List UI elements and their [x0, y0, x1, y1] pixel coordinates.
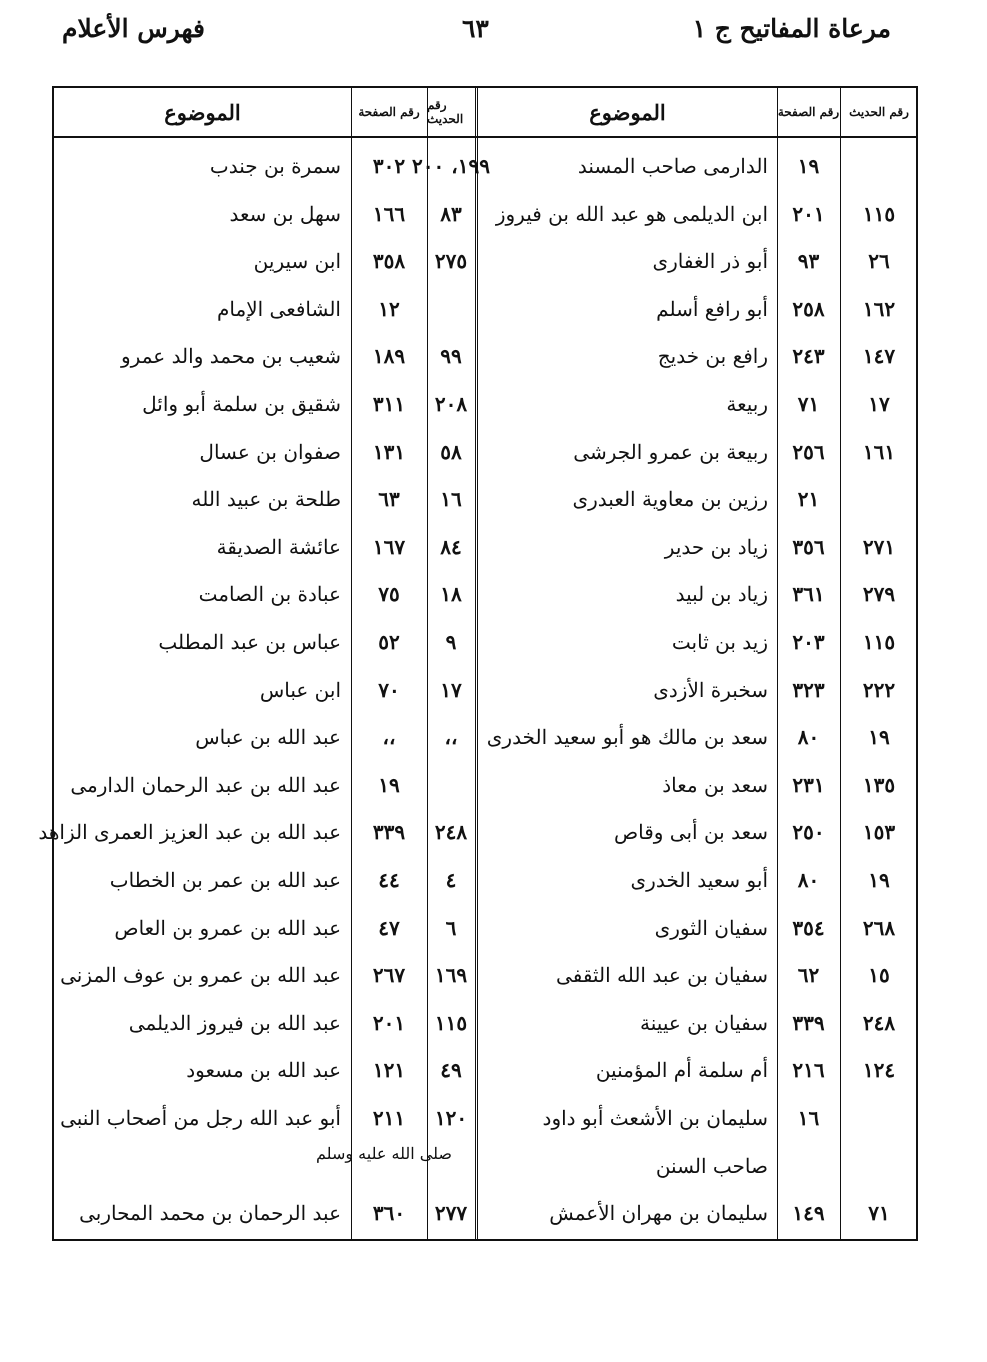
- right-topic-cell: أبو ذر الغفارى: [652, 249, 768, 274]
- left-index-row: [54, 237, 916, 285]
- header-page-no-left: رقم الصفحة: [358, 105, 420, 119]
- right-topic-cell: سعد بن مالك هو أبو سعيد الخدرى: [486, 725, 768, 750]
- right-hadith-no-cell: ١٦٢: [862, 296, 896, 321]
- right-topic-cell: سليمان بن مهران الأعمش: [549, 1201, 768, 1226]
- left-index-row: [54, 475, 916, 523]
- right-page-no-cell: ١٩: [797, 154, 820, 178]
- left-page-no-cell: ١٢: [378, 296, 400, 321]
- left-topic-cell: عبد الله بن فيروز الديلمى: [128, 1010, 341, 1035]
- left-topic-cell: [54, 1142, 347, 1190]
- left-hadith-no-cell: ١٦٩: [434, 963, 468, 988]
- right-page-no-cell: ١٤٩: [792, 1201, 825, 1226]
- left-page-no-cell: ٥٢: [378, 630, 400, 654]
- left-page-no-cell: ١٩: [378, 772, 400, 797]
- right-hadith-no-cell: ٢٧٩: [862, 582, 896, 607]
- right-page-no-cell: ٨٠: [797, 725, 820, 750]
- right-page-no-cell: ٢٠١: [792, 201, 825, 226]
- honorific-seal-glyph: صلى الله عليه وسلم: [316, 1144, 452, 1163]
- left-page-no-cell: ٤٧: [378, 915, 400, 940]
- right-topic-cell: سخبرة الأزدى: [653, 677, 768, 702]
- left-topic-cell: عبد الله بن عمر بن الخطاب: [109, 868, 341, 892]
- page-number: ٦٣: [462, 14, 489, 43]
- right-topic-cell: سعد بن معاذ: [662, 772, 768, 797]
- left-index-row: [54, 904, 916, 952]
- left-hadith-no-cell: ٩: [445, 630, 457, 654]
- left-hadith-no-cell: ١٨: [440, 582, 462, 607]
- left-page-no-cell: ٦٣: [378, 487, 400, 512]
- left-topic-cell: أبو عبد الله رجل من أصحاب النبى: [60, 1106, 341, 1130]
- right-hadith-no-cell: ١٩: [868, 725, 890, 750]
- left-hadith-no-cell: ٢٧٧: [434, 1201, 468, 1226]
- left-index-row: [54, 285, 916, 333]
- right-hadith-no-cell: ١٥: [868, 963, 890, 988]
- right-topic-cell: ابن الديلمى هو عبد الله بن فيروز: [495, 201, 768, 226]
- right-page-no-cell: ١٦: [797, 1106, 820, 1130]
- left-page-no-cell: ٣١١: [372, 392, 406, 416]
- left-index-row: [54, 666, 916, 714]
- right-topic-cell: الدارمى صاحب المسند: [577, 154, 768, 178]
- left-index-row: [54, 951, 916, 999]
- left-page-no-cell: ٢٠١: [372, 1010, 406, 1035]
- left-index-row: [54, 1046, 916, 1094]
- left-page-no-cell: ،،: [382, 725, 396, 750]
- right-hadith-no-cell: ١١٥: [862, 630, 896, 654]
- right-topic-cell: زيد بن ثابت: [671, 630, 768, 654]
- right-hadith-no-cell: ١١٥: [862, 201, 896, 226]
- header-divider: [54, 136, 916, 138]
- left-topic-cell: طلحة بن عبيد الله: [191, 487, 341, 512]
- left-index-row: [54, 1094, 916, 1142]
- right-page-no-cell: ٢٤٣: [792, 344, 825, 369]
- right-page-no-cell: ٣٥٦: [792, 534, 825, 559]
- left-topic-cell: عبد الله بن عمرو بن عوف المزنى: [60, 963, 341, 988]
- right-topic-cell: أبو سعيد الخدرى: [630, 868, 768, 892]
- right-page-no-cell: ٢١: [797, 487, 820, 512]
- right-topic-cell: سعد بن أبى وقاص: [613, 820, 768, 845]
- right-topic-cell: ربيعة بن عمرو الجرشى: [573, 439, 768, 464]
- left-topic-cell: الشافعى الإمام: [217, 296, 341, 321]
- left-page-no-cell: ٢٦٧: [372, 963, 406, 988]
- running-head-book-title: مرعاة المفاتيح ج ١: [692, 14, 891, 43]
- right-page-no-cell: ٢١٦: [792, 1058, 825, 1083]
- right-page-no-cell: ٢٣١: [792, 772, 825, 797]
- left-hadith-no-cell: ١٧: [440, 677, 462, 702]
- left-index-row: [38, 808, 916, 856]
- right-hadith-no-cell: ١٥٣: [862, 820, 896, 845]
- left-page-no-cell: ٢١١: [372, 1106, 406, 1130]
- left-hadith-no-cell: ٨٣: [440, 201, 462, 226]
- left-hadith-no-cell: ٢٧٥: [434, 249, 468, 274]
- right-hadith-no-cell: ١٣٥: [862, 772, 896, 797]
- left-hadith-no-cell: ،،: [444, 725, 458, 750]
- left-topic-cell: سهل بن سعد: [229, 201, 341, 226]
- left-hadith-no-cell: ٨٤: [440, 534, 462, 559]
- header-hadith-no-left: رقم الحديث: [427, 98, 464, 126]
- left-topic-cell: عبد الله بن عمرو بن العاص: [114, 915, 341, 940]
- right-topic-cell: أبو رافع أسلم: [656, 296, 768, 321]
- left-topic-cell: عبد الله بن مسعود: [186, 1058, 341, 1083]
- right-topic-cell: زياد بن لبيد: [675, 582, 768, 607]
- left-index-row: [54, 380, 916, 428]
- left-page-no-cell: ٣٥٨: [372, 249, 406, 274]
- right-topic-cell: أم سلمة أم المؤمنين: [595, 1058, 768, 1083]
- left-index-row: [54, 142, 916, 190]
- header-hadith-no-right: رقم الحديث: [849, 105, 909, 119]
- index-table: [38, 86, 918, 1241]
- right-page-no-cell: ٩٣: [797, 249, 820, 274]
- left-hadith-no-cell: ١٦: [440, 487, 462, 512]
- left-topic-cell: عبد الله بن عبد العزيز العمرى الزاهد: [38, 820, 341, 845]
- left-hadith-no-cell: ٤٩: [440, 1058, 462, 1083]
- left-hadith-no-cell: ١٢٠: [434, 1106, 468, 1130]
- left-index-row: [54, 428, 916, 476]
- left-topic-cell: عباس بن عبد المطلب: [158, 630, 341, 654]
- left-index-row: [54, 618, 916, 666]
- left-page-no-cell: ٣٦٠: [372, 1201, 406, 1226]
- right-topic-cell: سفيان الثورى: [654, 915, 768, 940]
- left-index-row: [54, 190, 916, 238]
- left-topic-cell: ابن سيرين: [253, 249, 341, 274]
- right-hadith-no-cell: ١٩: [868, 868, 890, 892]
- left-index-row: [54, 570, 916, 618]
- left-page-no-cell: ١٢١: [372, 1058, 406, 1083]
- right-topic-cell: رزين بن معاوية العبدرى: [572, 487, 768, 512]
- right-hadith-no-cell: ٢٢٢: [862, 677, 896, 702]
- right-hadith-no-cell: ٧١: [868, 1201, 890, 1226]
- left-index-row: [54, 999, 916, 1047]
- right-hadith-no-cell: ٢٧١: [862, 534, 896, 559]
- left-topic-cell: عبد الرحمان بن محمد المحاربى: [79, 1201, 341, 1226]
- left-page-no-cell: ٧٥: [378, 582, 400, 607]
- left-index-row: [54, 761, 916, 809]
- right-page-no-cell: ٢٠٣: [792, 630, 825, 654]
- left-index-row: [54, 856, 916, 904]
- left-page-no-cell: ٧٠: [378, 677, 400, 702]
- right-topic-cell: زياد بن حدير: [664, 534, 768, 559]
- header-page-no-right: رقم الصفحة: [777, 105, 840, 119]
- left-hadith-no-cell: ٢٠٨: [434, 392, 468, 416]
- left-index-row: [54, 1189, 916, 1237]
- right-topic-cell: ربيعة: [726, 392, 768, 416]
- left-index-row: [54, 713, 916, 761]
- right-page-no-cell: ٧١: [797, 392, 820, 416]
- left-page-no-cell: ٣٠٢: [372, 154, 406, 178]
- left-page-no-cell: ١٣١: [372, 439, 406, 464]
- right-page-no-cell: ٢٥٦: [792, 439, 825, 464]
- left-topic-cell: عبد الله بن عبد الرحمان الدارمى: [70, 772, 341, 797]
- right-topic-cell: صاحب السنن: [655, 1153, 768, 1178]
- left-page-no-cell: ٣٣٩: [372, 820, 406, 845]
- left-topic-cell: سمرة بن جندب: [209, 154, 341, 178]
- left-hadith-no-cell: [427, 761, 475, 809]
- running-head-index-title: فهرس الأعلام: [62, 14, 206, 43]
- left-hadith-no-cell: ٢٤٨: [434, 820, 468, 845]
- right-page-no-cell: ٨٠: [797, 868, 820, 892]
- right-topic-cell: سليمان بن الأشعث أبو داود: [542, 1106, 768, 1130]
- header-topic-left: الموضوع: [164, 99, 241, 125]
- right-topic-cell: رافع بن خديج: [657, 344, 768, 369]
- right-hadith-no-cell: ١٢٤: [862, 1058, 896, 1083]
- left-hadith-no-cell: ٥٨: [440, 439, 462, 464]
- right-page-no-cell: ٣٦١: [792, 582, 825, 607]
- right-topic-cell: سفيان بن عيينة: [640, 1010, 768, 1035]
- right-hadith-no-cell: ١٧: [868, 392, 890, 416]
- right-hadith-no-cell: ٢٤٨: [862, 1010, 896, 1035]
- left-page-no-cell: ٤٤: [378, 868, 400, 892]
- left-topic-cell: شعيب بن محمد والد عمرو: [121, 344, 341, 369]
- left-index-row: [54, 332, 916, 380]
- left-topic-cell: صفوان بن عسال: [199, 439, 341, 464]
- right-hadith-no-cell: ٢٦: [868, 249, 890, 274]
- right-page-no-cell: ٣٥٤: [792, 915, 825, 940]
- right-page-no-cell: ٣٢٣: [792, 677, 825, 702]
- left-topic-cell: عائشة الصديقة: [216, 534, 341, 559]
- left-hadith-no-cell: ٤: [445, 868, 457, 892]
- right-page-no-cell: ٣٣٩: [792, 1010, 825, 1035]
- left-page-no-cell: ١٦٧: [372, 534, 406, 559]
- right-page-no-cell: ٦٢: [797, 963, 820, 988]
- left-page-no-cell: ١٦٦: [372, 201, 406, 226]
- right-page-no-cell: ٢٥٠: [792, 820, 825, 845]
- left-hadith-no-cell: ١١٥: [434, 1010, 468, 1035]
- right-hadith-no-cell: ١٤٧: [862, 344, 896, 369]
- left-page-no-cell: ١٨٩: [372, 344, 406, 369]
- left-topic-cell: ابن عباس: [259, 677, 341, 702]
- left-hadith-no-cell: ٩٩: [440, 344, 462, 369]
- header-topic-right: الموضوع: [589, 99, 666, 125]
- left-hadith-no-cell: [427, 285, 475, 333]
- left-index-row: [54, 1142, 916, 1190]
- left-topic-cell: عبادة بن الصامت: [198, 582, 341, 607]
- right-hadith-no-cell: ١٦١: [862, 439, 896, 464]
- left-topic-cell: عبد الله بن عباس: [195, 725, 341, 750]
- right-topic-cell: سفيان بن عبد الله الثقفى: [556, 963, 768, 988]
- left-topic-cell: شقيق بن سلمة أبو وائل: [142, 392, 341, 416]
- left-index-row: [54, 523, 916, 571]
- right-page-no-cell: ٢٥٨: [792, 296, 825, 321]
- right-hadith-no-cell: ٢٦٨: [862, 915, 896, 940]
- left-hadith-no-cell: ٦: [445, 915, 457, 940]
- left-hadith-no-cell: ١٩٩، ٢٠٠: [412, 154, 490, 178]
